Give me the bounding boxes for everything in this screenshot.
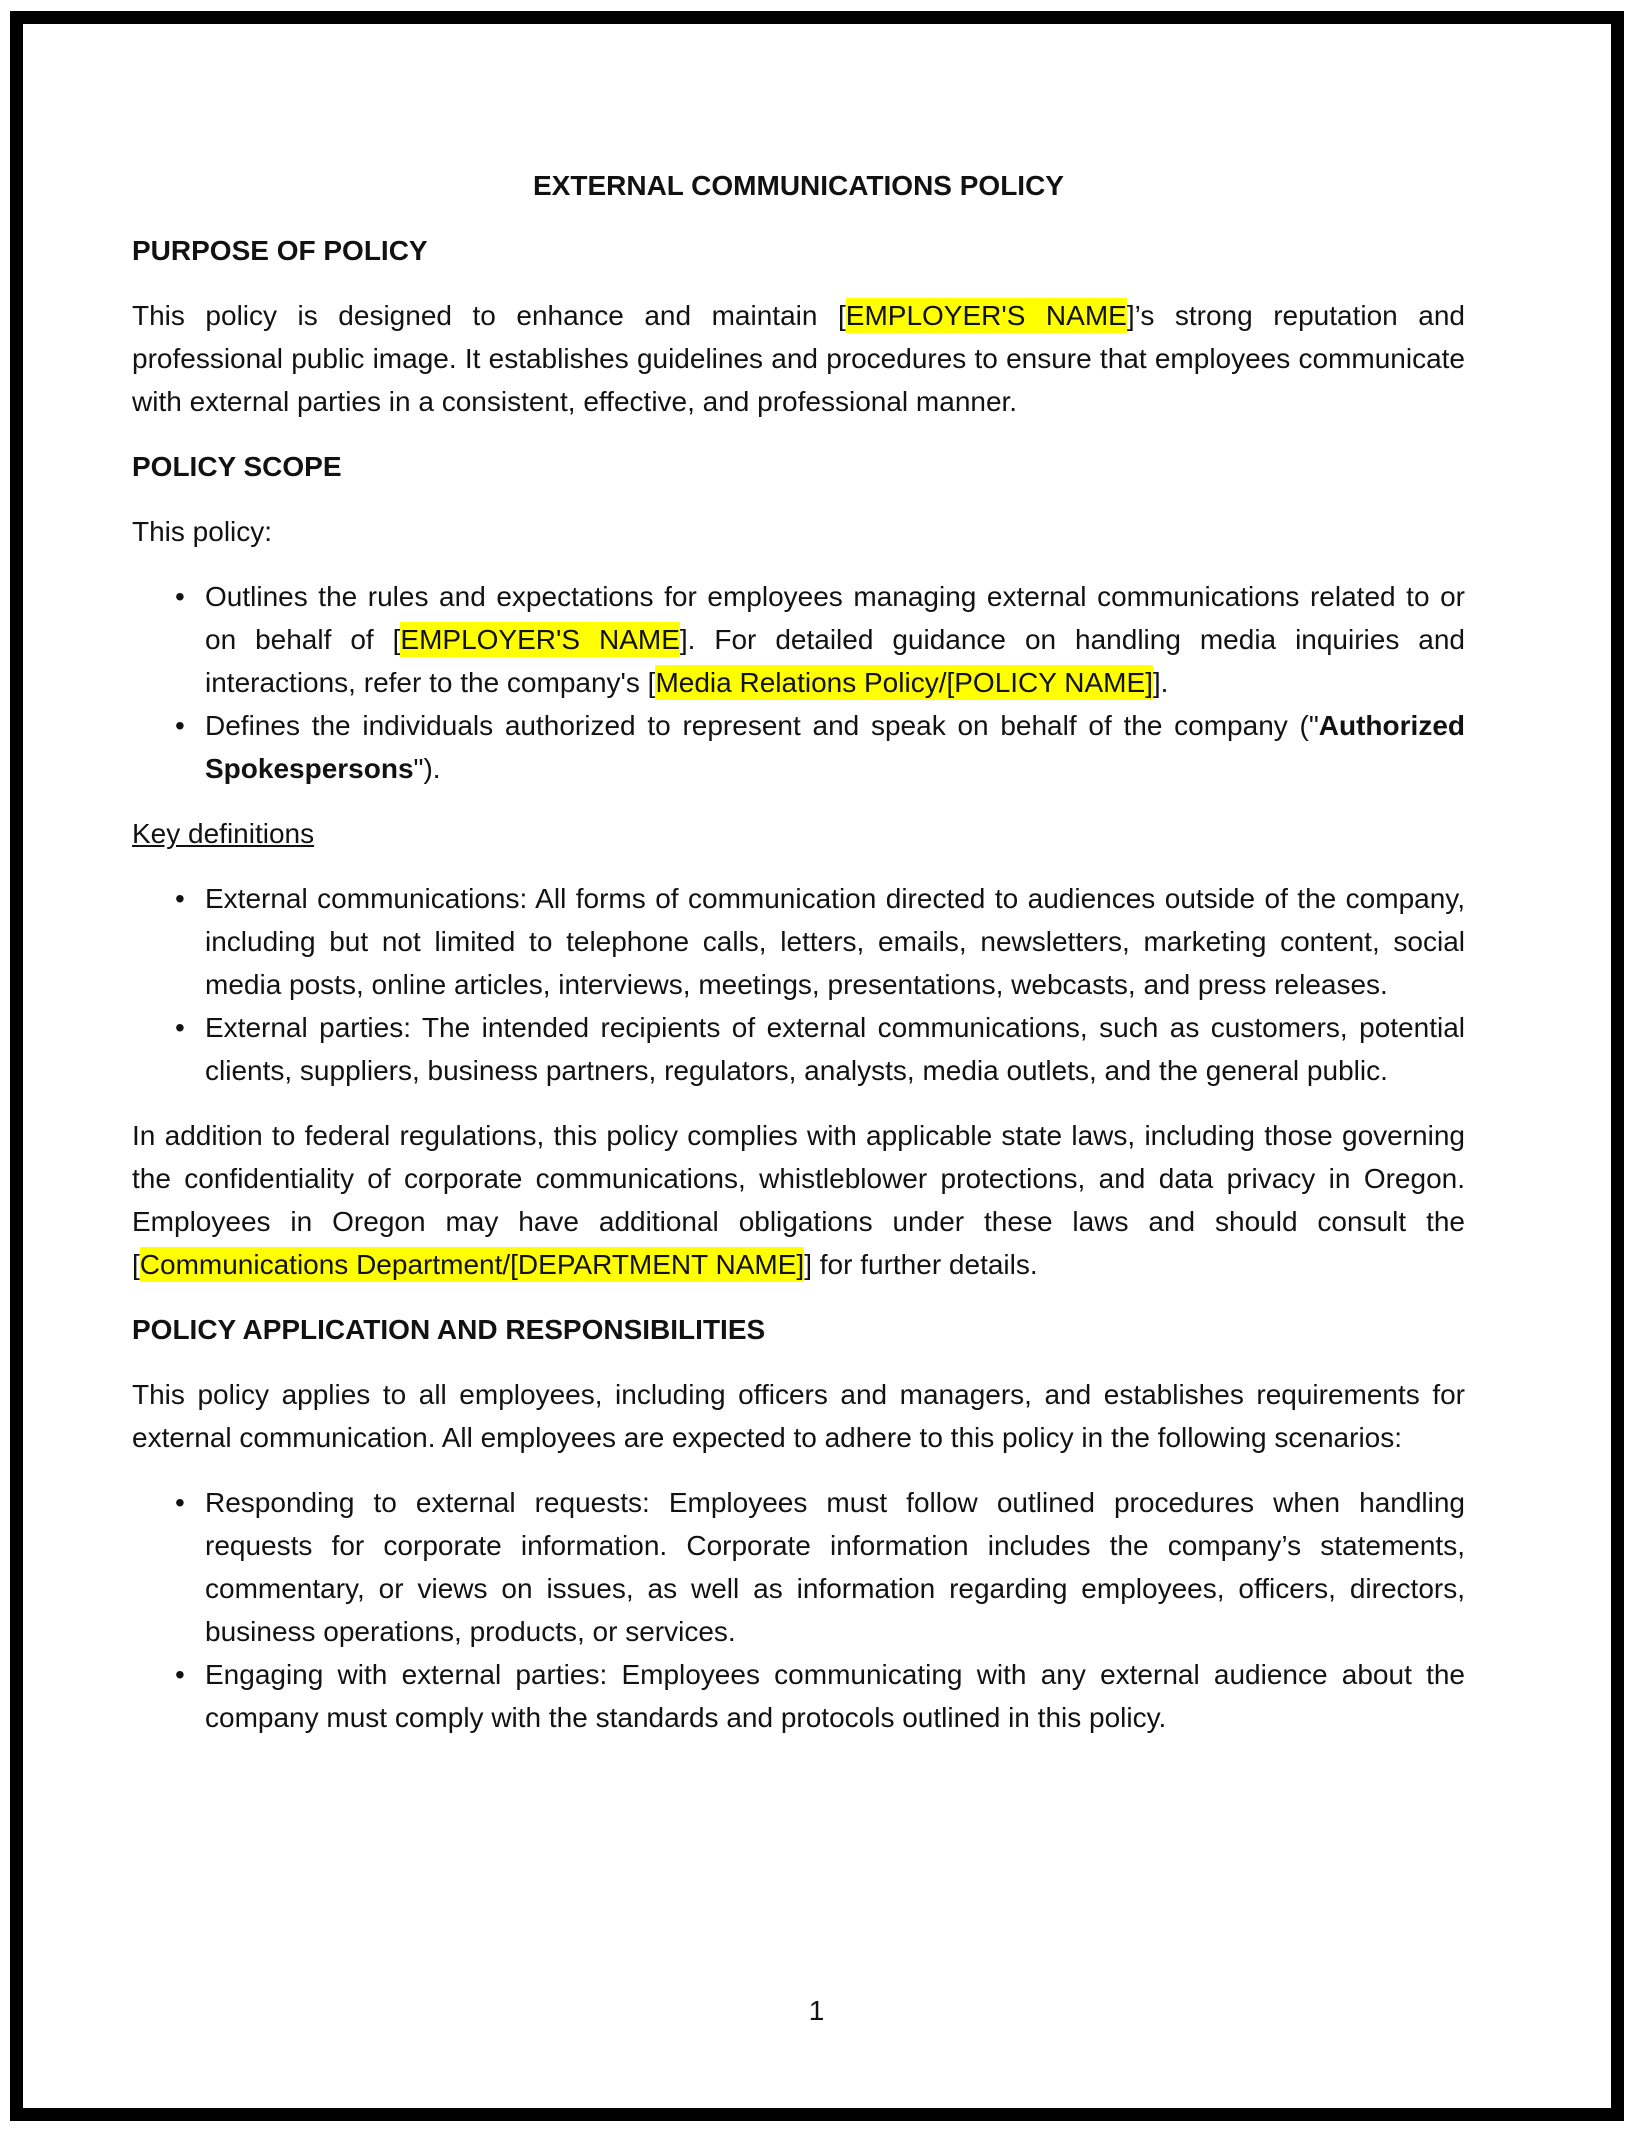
definitions-list	[132, 877, 1465, 1092]
employer-name-placeholder: EMPLOYER'S NAME	[400, 624, 680, 655]
document-title: EXTERNAL COMMUNICATIONS POLICY	[533, 170, 1064, 201]
scope-bullet-text: ].	[1152, 667, 1169, 698]
purpose-text: ]’s strong reputation and professional public image. It establishes guidelines and procedures to ensure that employees communicate with external parties in a consistent, effective, and professional manner.	[132, 300, 1466, 417]
authorized-spokespersons-term: Authorized Spokespersons	[205, 710, 1465, 784]
list-item-scope-defines	[205, 704, 1465, 790]
application-intro: This policy applies to all employees, including officers and managers, and establishes requirements for external communication. All employees are expected to adhere to this policy in the following scenarios:	[132, 1379, 1465, 1453]
heading-policy-scope: POLICY SCOPE	[132, 451, 342, 482]
state-law-paragraph	[132, 1114, 1465, 1286]
scope-list	[132, 575, 1465, 790]
employer-name-placeholder: EMPLOYER'S NAME	[845, 300, 1127, 331]
purpose-paragraph	[132, 294, 1465, 423]
scope-bullet-text: Defines the individuals authorized to represent and speak on behalf of the company ("	[205, 710, 1319, 741]
heading-policy-application: POLICY APPLICATION AND RESPONSIBILITIES	[132, 1314, 766, 1345]
list-item-engaging-parties: • Engaging with external parties: Employees communicating with any external audience about the company must comply with the standards and protocols outlined in this policy.	[205, 1653, 1465, 1739]
page-number: 1	[808, 1995, 825, 2026]
list-item-scope-outlines	[205, 575, 1465, 704]
state-law-text: In addition to federal regulations, this policy complies with applicable state laws, including those governing the confidentiality of corporate communications, whistleblower protections, and data privacy in Oregon. Employees in Oregon may have additional obligations under these laws and should consult the [	[132, 1120, 1465, 1280]
state-law-text: ] for further details.	[804, 1249, 1038, 1280]
list-item-external-communications: • External communications: All forms of communication directed to audiences outside of the company, including but not limited to telephone calls, letters, emails, newsletters, marketing content, social media posts, online articles, interviews, meetings, presentations, webcasts, and press releases.	[205, 877, 1465, 1006]
application-list	[132, 1481, 1465, 1739]
department-name-placeholder: Communications Department/[DEPARTMENT NAME]	[139, 1249, 805, 1280]
policy-name-placeholder: Media Relations Policy/[POLICY NAME]	[655, 667, 1153, 698]
heading-purpose-of-policy: PURPOSE OF POLICY	[132, 235, 428, 266]
scope-bullet-text: Outlines the rules and expectations for employees managing external communications related to or on behalf of [	[205, 581, 1465, 655]
scope-bullet-text: ").	[413, 753, 441, 784]
purpose-text: This policy is designed to enhance and maintain [	[132, 300, 846, 331]
list-item-external-parties: • External parties: The intended recipients of external communications, such as customers, potential clients, suppliers, business partners, regulators, analysts, media outlets, and the general public.	[205, 1006, 1465, 1092]
scope-intro: This policy:	[132, 516, 273, 547]
document-body	[132, 0, 1465, 1761]
list-item-responding-requests: • Responding to external requests: Employees must follow outlined procedures when handling requests for corporate information. Corporate information includes the company’s statements, commentary, or views on issues, as well as information regarding employees, officers, directors, business operations, products, or services.	[205, 1481, 1465, 1653]
scope-bullet-text: ]. For detailed guidance on handling media inquiries and interactions, refer to the company's [	[205, 624, 1466, 698]
heading-key-definitions: Key definitions	[132, 818, 315, 849]
